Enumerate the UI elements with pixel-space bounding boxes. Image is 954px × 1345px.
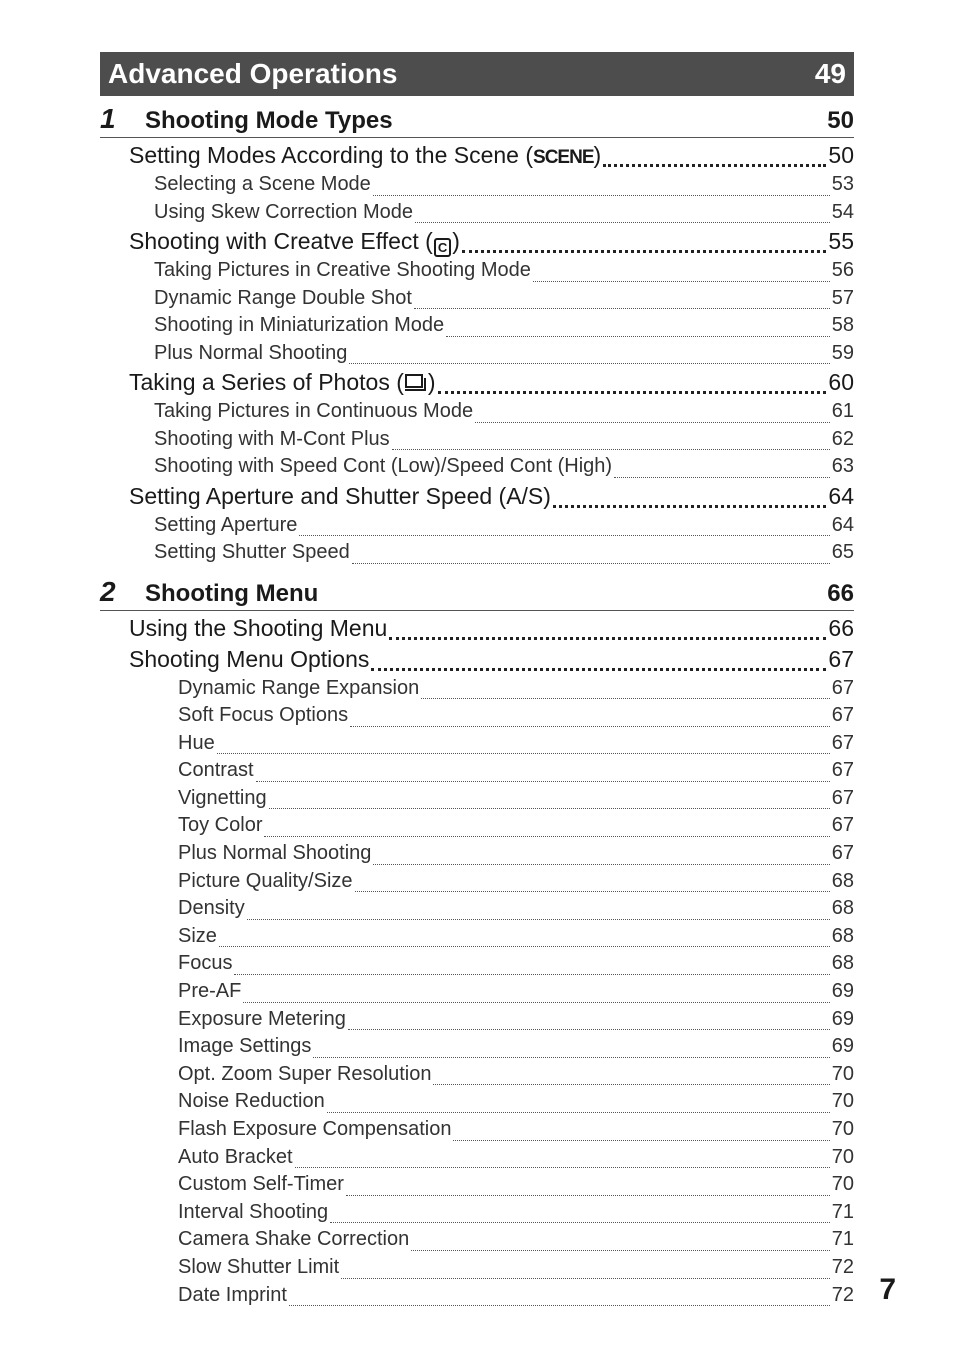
- leader-dots: [327, 1112, 830, 1113]
- toc-entry[interactable]: [100, 1228, 854, 1256]
- toc-entry-page: 68: [831, 869, 854, 892]
- leader-dots: [373, 195, 830, 196]
- toc-entry-label: [154, 173, 371, 196]
- toc-entry[interactable]: [100, 897, 854, 925]
- toc-entry-label: [178, 677, 419, 700]
- toc-entry-text: Slow Shutter Limit: [178, 1255, 340, 1278]
- toc-entry-page: 53: [831, 173, 854, 195]
- toc-entry-page: 61: [831, 400, 854, 422]
- toc-entry[interactable]: [100, 541, 854, 569]
- toc-entry-text: Dynamic Range Expansion: [178, 676, 420, 699]
- leader-dots: [299, 535, 829, 536]
- toc-entry[interactable]: [100, 787, 854, 815]
- toc-entry-text: Toy Color: [178, 814, 263, 837]
- toc-entry-label: [178, 925, 217, 948]
- toc-entry-text: Setting Aperture: [154, 513, 298, 536]
- toc-entry-text: Image Settings: [178, 1035, 312, 1058]
- toc-entry-label: [178, 952, 232, 975]
- toc-entry-text: Exposure Metering: [178, 1007, 346, 1030]
- leader-dots: [219, 946, 830, 947]
- toc-entry[interactable]: [100, 428, 854, 456]
- toc-entry[interactable]: [100, 1008, 854, 1036]
- leader-dots: [243, 1002, 829, 1003]
- toc-entry[interactable]: [100, 1146, 854, 1174]
- toc-entry-label: [178, 1035, 311, 1058]
- toc-entry-text: Custom Self-Timer: [178, 1173, 344, 1196]
- toc-entry-text: Taking a Series of Photos (: [129, 369, 404, 395]
- toc-entry[interactable]: [100, 228, 854, 259]
- toc-entry-label: [154, 259, 531, 282]
- toc-entry-label: [178, 897, 245, 920]
- toc-entry[interactable]: [100, 1201, 854, 1229]
- toc-entry[interactable]: [100, 201, 854, 229]
- toc-entry-page: 67: [831, 704, 854, 727]
- toc-entry-page: 68: [831, 897, 854, 920]
- toc-entry-page: 70: [831, 1062, 854, 1085]
- toc-entry-page: 59: [831, 341, 854, 364]
- part-header: [100, 52, 854, 96]
- toc-entry-label: [154, 342, 347, 365]
- toc-entry-label: [178, 732, 215, 755]
- toc-entry-text: Focus: [178, 952, 233, 975]
- toc-entry-page: 50: [828, 142, 854, 168]
- toc-entry-text: Pre-AF: [178, 980, 242, 1003]
- toc-entry-text: Shooting with M-Cont Plus: [154, 427, 390, 450]
- toc-entry-text: Taking Pictures in Continuous Mode: [154, 400, 474, 422]
- toc-entry-label: [129, 483, 551, 510]
- toc-entry-label: [154, 455, 612, 478]
- toc-entry-text: Shooting with Creatve Effect (: [129, 228, 433, 254]
- chapter-heading[interactable]: [100, 104, 854, 138]
- toc-entry-label: [178, 870, 353, 893]
- toc-entry-page: 66: [828, 614, 854, 641]
- toc-entry[interactable]: [100, 759, 854, 787]
- leader-dots: [411, 1250, 830, 1251]
- toc-entry-text: Using Skew Correction Mode: [154, 200, 413, 223]
- leader-dots: [256, 781, 830, 782]
- toc-body: [100, 104, 854, 1311]
- leader-dots: [341, 1278, 830, 1279]
- toc-entry-page: 69: [831, 1007, 854, 1030]
- toc-entry[interactable]: [100, 342, 854, 370]
- creative-mode-icon: C: [434, 238, 451, 257]
- leader-dots: [553, 505, 826, 508]
- toc-entry[interactable]: [100, 814, 854, 842]
- toc-entry-text: Auto Bracket: [178, 1145, 293, 1168]
- leader-dots: [349, 363, 829, 364]
- toc-entry-text: Shooting with Speed Cont (Low)/Speed Cont (High): [154, 455, 613, 477]
- toc-entry[interactable]: [100, 980, 854, 1008]
- toc-entry-text: Noise Reduction: [178, 1090, 325, 1113]
- toc-entry-text: Vignetting: [178, 786, 267, 809]
- toc-entry-page: 63: [831, 455, 854, 477]
- leader-dots: [371, 668, 826, 671]
- toc-entry-page: 70: [831, 1118, 854, 1140]
- toc-entry-text: Camera Shake Correction: [178, 1228, 410, 1251]
- toc-entry-label: [178, 704, 348, 727]
- leader-dots: [462, 250, 827, 253]
- toc-entry-label: [129, 615, 387, 642]
- toc-entry[interactable]: [100, 952, 854, 980]
- toc-entry[interactable]: [100, 173, 854, 201]
- toc-entry-page: 71: [831, 1228, 854, 1251]
- leader-dots: [433, 1084, 829, 1085]
- leader-dots: [355, 891, 830, 892]
- toc-entry-text: Picture Quality/Size: [178, 869, 353, 892]
- chapter-page-number: 66: [827, 579, 854, 607]
- toc-entry[interactable]: [100, 142, 854, 173]
- leader-dots: [264, 836, 829, 837]
- leader-dots: [392, 449, 830, 450]
- toc-entry-page: 64: [828, 482, 854, 509]
- leader-dots: [269, 808, 830, 809]
- toc-entry-text: Soft Focus Options: [178, 704, 349, 727]
- toc-entry-page: 70: [831, 1173, 854, 1196]
- toc-entry-label: [178, 1173, 344, 1196]
- leader-dots: [421, 698, 830, 699]
- toc-entry-text: Taking Pictures in Creative Shooting Mode: [154, 259, 531, 281]
- leader-dots: [352, 563, 830, 564]
- toc-entry-text: Selecting a Scene Mode: [154, 173, 371, 195]
- page-number: 7: [879, 1273, 896, 1306]
- toc-entry-text-suffix: ): [593, 142, 602, 168]
- leader-dots: [313, 1057, 829, 1058]
- toc-entry[interactable]: [100, 1118, 854, 1146]
- leader-dots: [295, 1167, 830, 1168]
- toc-entry[interactable]: [100, 646, 854, 677]
- toc-entry[interactable]: [100, 455, 854, 483]
- chapter-number: 1: [100, 103, 116, 134]
- toc-entry-page: 70: [831, 1090, 854, 1113]
- toc-entry[interactable]: [100, 615, 854, 646]
- leader-dots: [533, 281, 830, 282]
- toc-entry-text: Density: [178, 897, 245, 920]
- toc-entry-page: 67: [831, 731, 854, 754]
- toc-entry[interactable]: [100, 1256, 854, 1284]
- toc-entry-page: 72: [831, 1283, 854, 1306]
- toc-page: [100, 52, 854, 1311]
- toc-entry-label: [154, 514, 297, 537]
- toc-entry-page: 68: [831, 924, 854, 947]
- toc-entry-page: 67: [831, 814, 854, 837]
- toc-entry-label: [178, 842, 371, 865]
- leader-dots: [438, 391, 827, 394]
- toc-entry-page: 70: [831, 1145, 854, 1168]
- toc-entry-page: 68: [831, 952, 854, 975]
- toc-entry-label: [129, 142, 601, 169]
- toc-entry-text: Setting Aperture and Shutter Speed (A/S): [129, 482, 551, 509]
- toc-entry-label: [178, 1201, 328, 1224]
- toc-entry-label: [178, 1008, 346, 1031]
- chapter-title: Shooting Menu: [145, 579, 319, 607]
- toc-entry-text: Using the Shooting Menu: [129, 614, 388, 641]
- leader-dots: [414, 308, 830, 309]
- toc-entry-page: 54: [831, 200, 854, 223]
- toc-entry-page: 67: [831, 786, 854, 809]
- scene-mode-icon: SCENE: [533, 147, 594, 168]
- toc-entry-text: Setting Modes According to the Scene (: [129, 142, 534, 168]
- chapter-heading[interactable]: [100, 577, 854, 611]
- toc-entry-label: [178, 759, 254, 782]
- toc-entry-page: 56: [831, 259, 854, 281]
- toc-entry-page: 64: [831, 513, 854, 536]
- toc-entry-label: [178, 787, 267, 810]
- toc-entry-label: [178, 1090, 325, 1113]
- toc-entry-page: 72: [831, 1255, 854, 1278]
- toc-entry-page: 65: [831, 541, 854, 563]
- part-title: Advanced Operations: [108, 58, 398, 89]
- toc-entry-page: 67: [831, 676, 854, 699]
- toc-entry-page: 58: [831, 314, 854, 336]
- toc-entry-label: [178, 1284, 287, 1307]
- leader-dots: [373, 864, 829, 865]
- toc-entry-label: [178, 814, 262, 837]
- toc-entry-label: [154, 287, 412, 310]
- toc-entry-page: 67: [828, 645, 854, 672]
- toc-entry-label: [178, 1146, 293, 1169]
- toc-entry-label: [178, 1063, 431, 1086]
- leader-dots: [330, 1222, 830, 1223]
- toc-entry[interactable]: [100, 400, 854, 428]
- toc-entry[interactable]: [100, 925, 854, 953]
- continuous-mode-icon: [404, 373, 428, 393]
- toc-entry-label: [178, 1228, 409, 1251]
- toc-entry-text: Size: [178, 924, 217, 947]
- toc-entry[interactable]: [100, 369, 854, 400]
- leader-dots: [234, 974, 829, 975]
- toc-entry-label: [129, 228, 460, 257]
- toc-entry-label: [154, 400, 473, 423]
- toc-entry[interactable]: [100, 287, 854, 315]
- toc-entry-text: Dynamic Range Double Shot: [154, 286, 412, 309]
- leader-dots: [350, 726, 830, 727]
- toc-entry-text: Contrast: [178, 759, 254, 782]
- toc-entry-label: [129, 369, 436, 396]
- toc-entry-page: 71: [831, 1200, 854, 1223]
- toc-entry-label: [178, 980, 241, 1003]
- leader-dots: [603, 164, 826, 167]
- toc-entry[interactable]: [100, 483, 854, 514]
- toc-entry-text: Plus Normal Shooting: [154, 341, 348, 364]
- part-page: 49: [814, 58, 846, 89]
- toc-entry-page: 67: [831, 842, 854, 865]
- toc-entry-label: [154, 428, 390, 451]
- toc-entry[interactable]: [100, 870, 854, 898]
- toc-entry[interactable]: [100, 842, 854, 870]
- toc-entry-page: 60: [828, 369, 854, 395]
- leader-dots: [289, 1305, 830, 1306]
- leader-dots: [614, 477, 830, 478]
- toc-entry-text-suffix: ): [452, 228, 460, 254]
- toc-entry[interactable]: [100, 1090, 854, 1118]
- toc-entry-text: Shooting Menu Options: [129, 645, 370, 672]
- toc-entry-text: Setting Shutter Speed: [154, 541, 350, 563]
- toc-entry[interactable]: [100, 1063, 854, 1091]
- chapter-title: Shooting Mode Types: [145, 107, 393, 134]
- toc-entry-text: Plus Normal Shooting: [178, 842, 372, 865]
- toc-entry[interactable]: [100, 677, 854, 705]
- toc-entry-label: [154, 201, 413, 224]
- toc-entry-page: 57: [831, 286, 854, 309]
- toc-entry-page: 62: [831, 427, 854, 450]
- toc-entry[interactable]: [100, 732, 854, 760]
- toc-entry[interactable]: [100, 1173, 854, 1201]
- leader-dots: [217, 753, 830, 754]
- toc-entry-text: Flash Exposure Compensation: [178, 1118, 452, 1140]
- leader-dots: [348, 1029, 830, 1030]
- chapter-number: 2: [100, 575, 116, 607]
- toc-entry-page: 55: [828, 228, 854, 254]
- chapter-page-number: 50: [827, 107, 854, 134]
- toc-entry-text: Interval Shooting: [178, 1200, 329, 1223]
- toc-entry-text: Shooting in Miniaturization Mode: [154, 314, 445, 336]
- toc-entry-label: [178, 1256, 339, 1279]
- leader-dots: [247, 919, 830, 920]
- leader-dots: [453, 1140, 829, 1141]
- toc-entry-label: [178, 1118, 451, 1141]
- toc-entry-page: 67: [831, 759, 854, 782]
- toc-entry-text-suffix: ): [427, 369, 436, 395]
- toc-entry-text: Opt. Zoom Super Resolution: [178, 1062, 432, 1085]
- toc-entry-label: [154, 314, 444, 337]
- toc-entry[interactable]: [100, 259, 854, 287]
- leader-dots: [446, 336, 830, 337]
- toc-entry-page: 69: [831, 980, 854, 1003]
- toc-entry[interactable]: [100, 514, 854, 542]
- toc-entry[interactable]: [100, 704, 854, 732]
- leader-dots: [346, 1195, 830, 1196]
- leader-dots: [415, 222, 830, 223]
- toc-entry-label: [154, 541, 350, 564]
- leader-dots: [475, 422, 830, 423]
- toc-entry[interactable]: [100, 1035, 854, 1063]
- toc-entry-text: Hue: [178, 731, 215, 754]
- toc-entry[interactable]: [100, 314, 854, 342]
- toc-entry-page: 69: [831, 1035, 854, 1058]
- toc-entry-text: Date Imprint: [178, 1283, 287, 1306]
- leader-dots: [389, 637, 826, 640]
- toc-entry[interactable]: [100, 1284, 854, 1312]
- toc-entry-label: [129, 646, 369, 673]
